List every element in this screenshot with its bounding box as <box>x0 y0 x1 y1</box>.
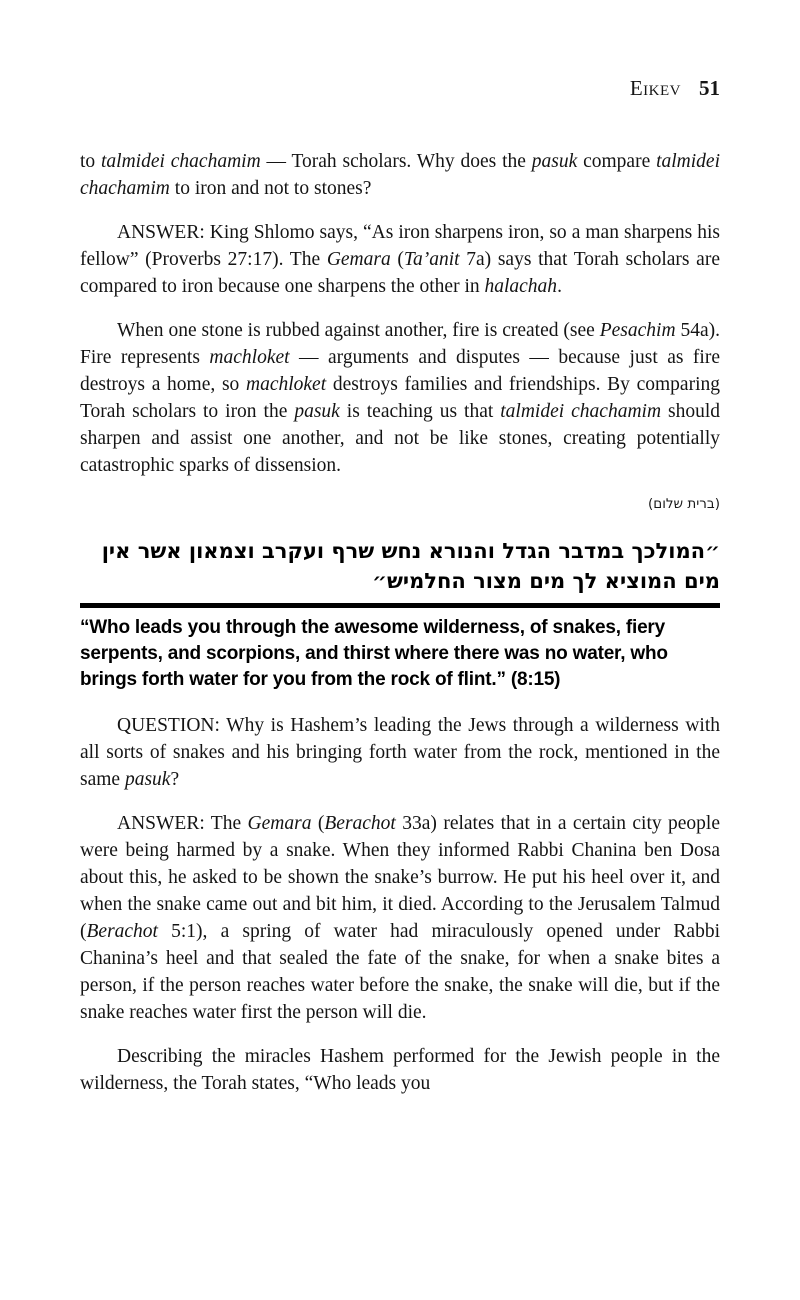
paragraph: QUESTION: Why is Hashem’s leading the Jews through a wilderness with all sorts of snakes and his bringing forth water from the rock, mentioned in the same pasuk? <box>80 715 720 790</box>
paragraph: When one stone is rubbed against another, fire is created (see Pesachim 54a). Fire represents machloket — arguments and disputes — because just as fire destroys a home, so machloket destroys families and friendships. By comparing Torah scholars to iron the pasuk is teaching us that talmidei chachamim should sharpen and assist one another, and not be like stones, creating potentially catastrophic sparks of dissension. <box>80 320 720 476</box>
heading-divider <box>80 603 720 608</box>
page-number: 51 <box>699 76 720 100</box>
section-title: Eikev <box>629 76 681 100</box>
paragraph: to talmidei chachamim — Torah scholars. Why does the pasuk compare talmidei chachamim to iron and not to stones? <box>80 151 720 199</box>
source-attribution: (ברית שלום) <box>647 496 720 512</box>
paragraph: ANSWER: The Gemara (Berachot 33a) relates that in a certain city people were being harmed by a snake. When they informed Rabbi Chanina ben Dosa about this, he asked to be shown the snake’s burrow. He put his heel over it, and when the snake came out and bit him, it died. According to the Jerusalem Talmud (Berachot 5:1), a spring of water had miraculously opened under Rabbi Chanina’s heel and that sealed the fate of the snake, for when a snake bites a person, if the person reaches water before the snake, the snake will die, but if the snake reaches water first the person will die. <box>80 813 721 1023</box>
hebrew-verse-heading: ״המולכך במדבר הגדל והנורא נחש שרף ועקרב וצמאון אשר אין מים המוציא לך מים מצור החלמיש״ <box>101 539 720 593</box>
page-header <box>80 76 720 100</box>
continuation-section <box>80 148 720 479</box>
question-answer-section <box>80 712 720 1097</box>
paragraph: ANSWER: King Shlomo says, “As iron sharpens iron, so a man sharpens his fellow” (Proverbs 27:17). The Gemara (Ta’anit 7a) says that Torah scholars are compared to iron because one sharpens the other in halachah. <box>80 222 720 297</box>
paragraph: Describing the miracles Hashem performed for the Jewish people in the wilderness, the Torah states, “Who leads you <box>80 1046 720 1094</box>
verse-translation: “Who leads you through the awesome wilderness, of snakes, fiery serpents, and scorpions, and thirst where there was no water, who brings forth water for you from the rock of flint.” (8:15) <box>80 617 668 690</box>
